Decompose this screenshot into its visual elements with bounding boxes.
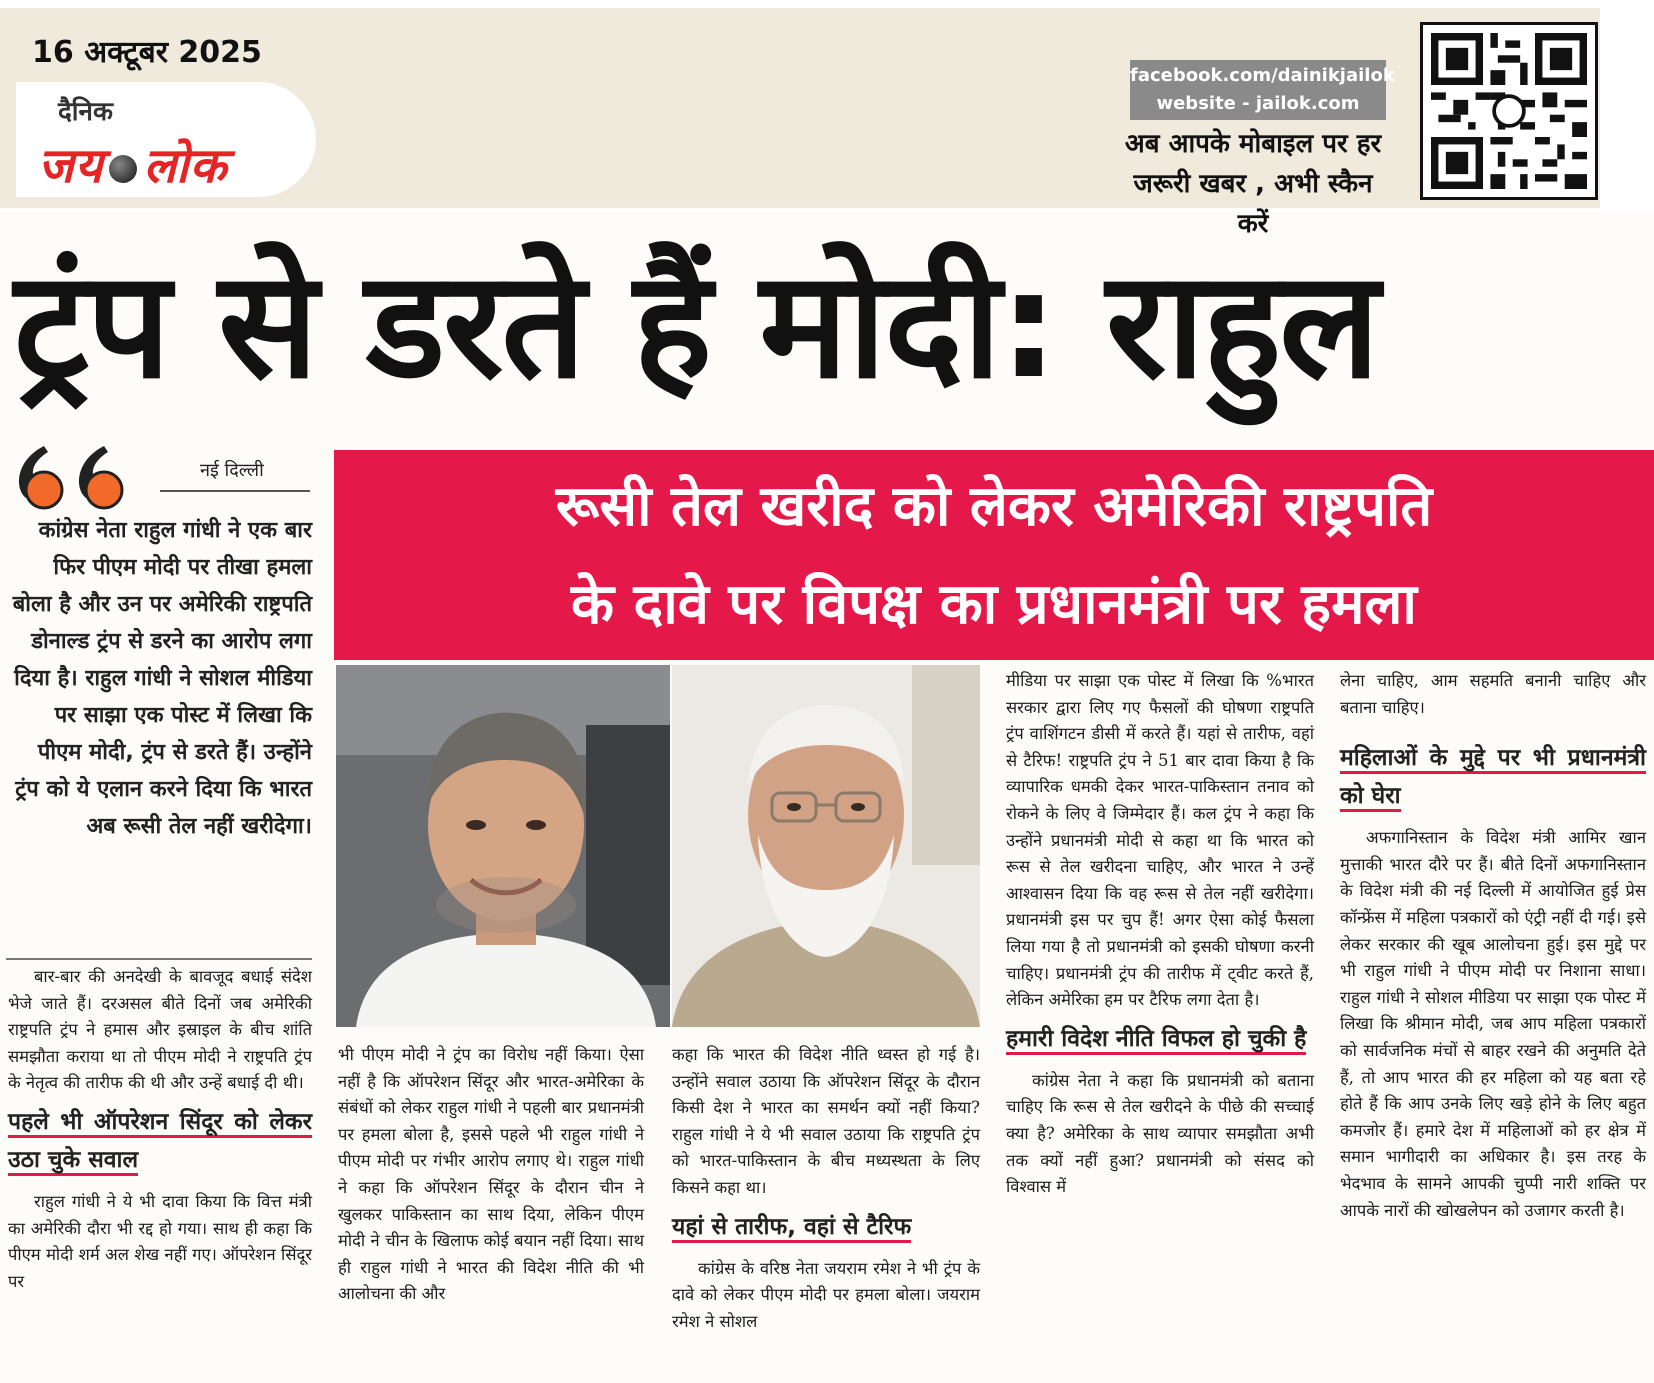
article-column-3 xyxy=(672,1042,980,1335)
masthead xyxy=(0,0,1654,239)
subheadline-banner xyxy=(334,450,1654,660)
modi-portrait-icon xyxy=(672,665,980,1027)
col3-paragraph-1: कहा कि भारत की विदेश नीति ध्वस्त हो गई है। उन्होंने सवाल उठाया कि ऑपरेशन सिंदूर के दौरान किसी देश ने भारत का समर्थन क्यों नहीं किया? राहुल गांधी ने ये भी सवाल उठाया कि राष्ट्रपति ट्रंप को भारत-पाकिस्तान के बीच मध्यस्थता के लिए किसने कहा था। xyxy=(672,1045,980,1197)
qr-code[interactable] xyxy=(1420,22,1598,200)
qr-code-icon xyxy=(1431,33,1587,189)
col5-paragraph-1: लेना चाहिए, आम सहमति बनानी चाहिए और बताना चाहिए। xyxy=(1340,671,1646,717)
scan-line-1: अब आपके मोबाइल पर हर xyxy=(1124,129,1382,159)
article-column-1 xyxy=(8,964,312,1295)
dateline: नई दिल्ली xyxy=(200,460,264,481)
banner-line-1: रूसी तेल खरीद को लेकर अमेरिकी राष्ट्रपति xyxy=(555,474,1433,539)
logo-word-left: जय xyxy=(38,138,104,194)
col4-paragraph-1: मीडिया पर साझा एक पोस्ट में लिखा कि %भारत सरकार द्वारा लिए गए फैसलों की घोषणा राष्ट्रपति ट्रंप वाशिंगटन डीसी में करते हैं। यहां से तारीफ, वहां से टैरिफ! राष्ट्रपति ट्रंप ने 51 बार दावा किया है कि व्यापारिक धमकी देकर भारत-पाकिस्तान तनाव को रोकने के लिए वे जिम्मेदार हैं। कल ट्रंप ने कहा कि उन्होंने प्रधानमंत्री मोदी से कहा था कि भारत को रूस से तेल खरीदना चाहिए, और भारत ने उन्हें आश्वासन दिया कि वह रूस से तेल नहीं खरीदेगा। प्रधानमंत्री इस पर चुप हैं! अगर ऐसा कोई फैसला लिया गया है तो प्रधानमंत्री को इसकी घोषणा करनी चाहिए। प्रधानमंत्री ट्रंप की तारीफ में ट्वीट करते हैं, लेकिन अमेरिका हम पर टैरिफ लगा देता है। xyxy=(1006,671,1314,1010)
col1-paragraph-1: बार-बार की अनदेखी के बावजूद बधाई संदेश भेजे जाते हैं। दरअसल बीते दिनों जब अमेरिकी राष्ट्रपति ट्रंप ने हमास और इस्राइल के बीच शांति समझौता कराया था तो पीएम मोदी ने राष्ट्रपति ट्रंप के नेतृत्व की तारीफ की थी और उन्हें बधाई दी थी। xyxy=(8,967,312,1093)
col3-subhead: यहां से तारीफ, वहां से टैरिफ xyxy=(672,1214,911,1243)
col3-paragraph-2: कांग्रेस के वरिष्ठ नेता जयराम रमेश ने भी ट्रंप के दावे को लेकर पीएम मोदी पर हमला बोला। जयराम रमेश ने सोशल xyxy=(672,1258,980,1331)
pull-quote-divider xyxy=(6,958,312,960)
photo-rahul-gandhi xyxy=(336,665,670,1027)
article-column-4 xyxy=(1006,668,1314,1201)
globe-icon xyxy=(109,155,137,183)
pull-quote: कांग्रेस नेता राहुल गांधी ने एक बार फिर पीएम मोदी पर तीखा हमला बोला है और उन पर अमेरिकी राष्ट्रपति डोनाल्ड ट्रंप से डरने का आरोप लगा दिया है। राहुल गांधी ने सोशल मीडिया पर साझा एक पोस्ट में लिखा कि पीएम मोदी, ट्रंप से डरते हैं। उन्होंने ट्रंप को ये एलान करने दिया कि भारत अब रूसी तेल नहीं खरीदेगा। xyxy=(12,518,312,839)
quote-marks-icon xyxy=(14,440,144,510)
col5-subhead: महिलाओं के मुद्दे पर भी प्रधानमंत्री को घेरा xyxy=(1340,745,1646,812)
scan-prompt xyxy=(1118,124,1388,244)
scan-line-2: जरूरी खबर , अभी स्कैन करें xyxy=(1133,169,1373,239)
col4-paragraph-2: कांग्रेस नेता ने कहा कि प्रधानमंत्री को बताना चाहिए कि रूस से तेल खरीदने के पीछे की सच्चाई क्या है? अमेरिका के साथ व्यापार समझौता अभी तक क्यों नहीं हुआ? प्रधानमंत्री को संसद को विश्वास में xyxy=(1006,1070,1314,1197)
col5-paragraph-2: अफगानिस्तान के विदेश मंत्री आमिर खान मुत्ताकी भारत दौरे पर हैं। बीते दिनों अफगानिस्तान के विदेश मंत्री की नई दिल्ली में आयोजित हुई प्रेस कॉन्फ्रेंस में महिला पत्रकारों को एंट्री नहीं दी गई। इसे लेकर सरकार की खूब आलोचना हुई। इस मुद्दे पर भी राहुल गांधी ने पीएम मोदी पर निशाना साधा। राहुल गांधी ने सोशल मीडिया पर साझा एक पोस्ट में लिखा कि श्रीमान मोदी, जब आप महिला पत्रकारों को सार्वजनिक मंचों से बाहर रखने की अनुमति देते हैं, तो आप भारत की हर महिला को यह बता रहे होते हैं कि आप उनके लिए खड़े होने के लिए बहुत कमजोर हैं। हमारे देश में महिलाओं को हर क्षेत्र में समान भागीदारी का अधिकार है। इस तरह के भेदभाव के सामने आपकी चुप्पी नारी शक्ति पर आपके नारों की खोखलेपन को उजागर करती है। xyxy=(1340,828,1646,1220)
article-column-5 xyxy=(1340,668,1646,1224)
dateline-divider xyxy=(160,490,310,492)
col1-paragraph-2: राहुल गांधी ने ये भी दावा किया कि वित्त मंत्री का अमेरिकी दौरा भी रद्द हो गया। साथ ही कहा कि पीएम मोदी शर्म अल शेख नहीं गए। ऑपरेशन सिंदूर पर xyxy=(8,1191,312,1291)
facebook-link[interactable]: facebook.com/dainikjailok xyxy=(1130,65,1395,86)
col1-subhead: पहले भी ऑपरेशन सिंदूर को लेकर उठा चुके सवाल xyxy=(8,1109,312,1176)
article-column-2 xyxy=(338,1042,644,1308)
social-links-box xyxy=(1130,60,1395,120)
logo-jai-lok xyxy=(38,132,227,197)
col4-subhead: हमारी विदेश नीति विफल हो चुकी है xyxy=(1006,1026,1306,1055)
rahul-portrait-icon xyxy=(336,665,670,1027)
website-link[interactable]: website - jailok.com xyxy=(1156,93,1360,114)
issue-date: 16 अक्टूबर 2025 xyxy=(32,35,262,70)
photo-narendra-modi xyxy=(672,665,980,1027)
col2-paragraph-1: भी पीएम मोदी ने ट्रंप का विरोध नहीं किया। ऐसा नहीं है कि ऑपरेशन सिंदूर और भारत-अमेरिका के संबंधों को लेकर राहुल गांधी ने पहली बार प्रधानमंत्री पर हमला बोला है, इससे पहले भी राहुल गांधी ने पीएम मोदी पर गंभीर आरोप लगाए थे। राहुल गांधी ने कहा कि ऑपरेशन सिंदूर के दौरान चीन ने खुलकर पाकिस्तान का साथ दिया, लेकिन पीएम मोदी ने चीन के खिलाफ कोई बयान नहीं दिया। साथ ही राहुल गांधी ने भारत की विदेश नीति की भी आलोचना की और xyxy=(338,1045,644,1304)
logo-word-right: लोक xyxy=(143,138,228,194)
logo-dainik: दैनिक xyxy=(58,97,113,127)
main-headline: ट्रंप से डरते हैं मोदी: राहुल xyxy=(14,239,1378,411)
banner-line-2: के दावे पर विपक्ष का प्रधानमंत्री पर हमला xyxy=(571,572,1417,637)
